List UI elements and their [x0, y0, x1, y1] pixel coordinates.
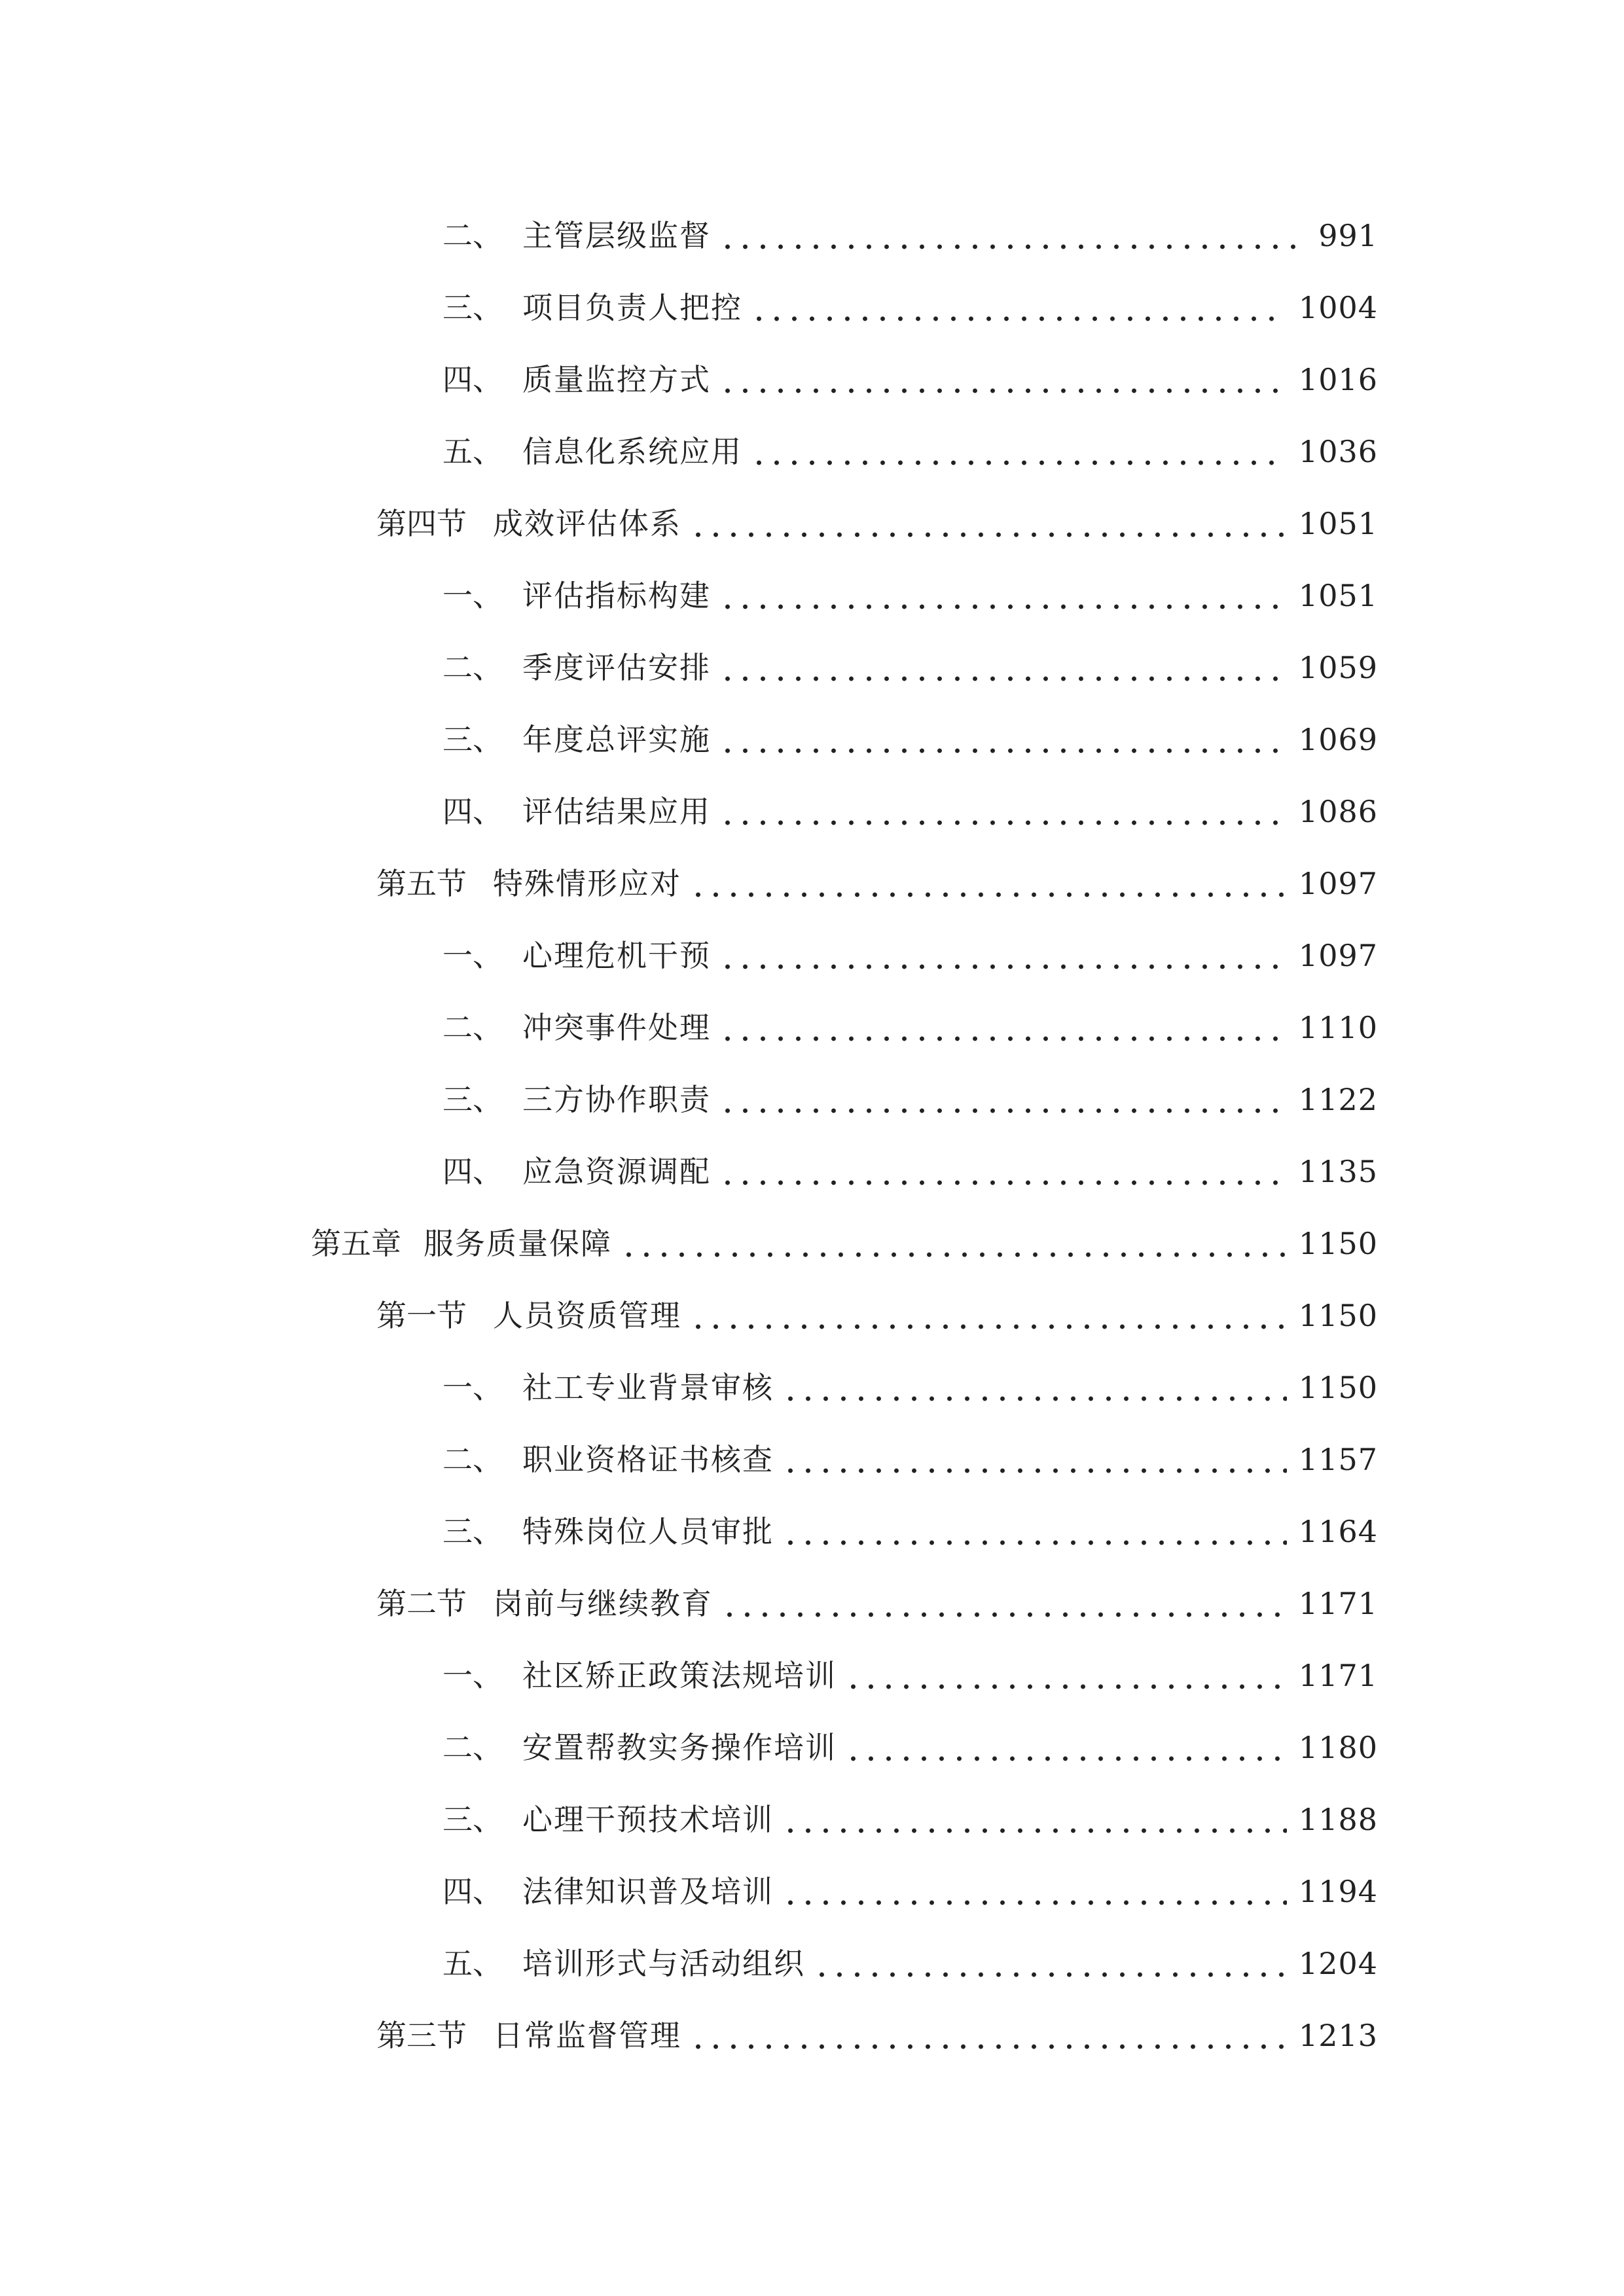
toc-entry-item[interactable]	[0, 560, 1624, 632]
toc-entry-item[interactable]	[0, 992, 1624, 1064]
toc-entry-page-number: 1204	[1298, 1946, 1378, 1981]
toc-entry-title: 评估结果应用	[522, 794, 711, 829]
dot-leader	[782, 1372, 1287, 1403]
toc-entry-title: 日常监督管理	[493, 2018, 681, 2053]
toc-entry-title: 特殊情形应对	[493, 866, 681, 901]
toc-entry-item[interactable]	[0, 1640, 1624, 1712]
toc-entry-item[interactable]	[0, 1064, 1624, 1136]
dot-leader	[620, 1229, 1287, 1259]
toc-entry-title: 人员资质管理	[493, 1298, 681, 1333]
dot-leader	[719, 581, 1287, 611]
toc-entry-page-number: 1004	[1298, 290, 1378, 325]
toc-entry-item[interactable]	[0, 1784, 1624, 1856]
toc-entry-number: 第三节	[376, 2018, 467, 2053]
toc-entry-page-number: 1188	[1298, 1802, 1378, 1837]
toc-entry-title: 心理危机干预	[522, 938, 711, 973]
table-of-contents	[0, 200, 1624, 2072]
toc-entry-item[interactable]	[0, 920, 1624, 992]
dot-leader	[689, 869, 1287, 899]
toc-entry-number: 三、	[442, 722, 503, 757]
toc-entry-item[interactable]	[0, 1496, 1624, 1568]
toc-entry-title: 应急资源调配	[522, 1154, 711, 1189]
toc-entry-number: 三、	[442, 1802, 503, 1837]
toc-entry-number: 四、	[442, 362, 503, 397]
toc-entry-page-number: 1150	[1298, 1370, 1378, 1405]
dot-leader	[689, 1300, 1287, 1331]
toc-entry-number: 一、	[442, 1658, 503, 1693]
toc-entry-section[interactable]	[0, 2000, 1624, 2072]
dot-leader	[719, 725, 1287, 755]
toc-entry-page-number: 1086	[1298, 794, 1378, 829]
toc-entry-number: 四、	[442, 1874, 503, 1909]
toc-entry-title: 冲突事件处理	[522, 1010, 711, 1045]
dot-leader	[844, 1660, 1287, 1691]
toc-entry-page-number: 1213	[1298, 2018, 1378, 2053]
toc-entry-page-number: 1051	[1298, 506, 1378, 541]
toc-entry-number: 三、	[442, 290, 503, 325]
toc-entry-page-number: 1097	[1298, 938, 1378, 973]
toc-entry-page-number: 1150	[1298, 1298, 1378, 1333]
toc-entry-title: 法律知识普及培训	[522, 1874, 774, 1909]
toc-entry-item[interactable]	[0, 200, 1624, 272]
toc-entry-section[interactable]	[0, 1280, 1624, 1352]
toc-entry-number: 三、	[442, 1082, 503, 1117]
toc-entry-item[interactable]	[0, 272, 1624, 344]
toc-entry-number: 第四节	[376, 506, 467, 541]
toc-entry-number: 四、	[442, 794, 503, 829]
dot-leader	[689, 2020, 1287, 2051]
toc-entry-page-number: 1097	[1298, 866, 1378, 901]
toc-entry-title: 信息化系统应用	[522, 434, 742, 469]
toc-entry-page-number: 1122	[1298, 1082, 1378, 1117]
dot-leader	[719, 1013, 1287, 1043]
dot-leader	[719, 1157, 1287, 1187]
toc-entry-chapter[interactable]	[0, 1208, 1624, 1280]
toc-entry-title: 成效评估体系	[493, 506, 681, 541]
toc-entry-title: 服务质量保障	[424, 1226, 612, 1261]
toc-entry-item[interactable]	[0, 632, 1624, 704]
toc-entry-item[interactable]	[0, 1856, 1624, 1928]
toc-entry-number: 一、	[442, 578, 503, 613]
toc-entry-item[interactable]	[0, 704, 1624, 776]
toc-entry-number: 四、	[442, 1154, 503, 1189]
toc-entry-title: 岗前与继续教育	[493, 1586, 713, 1621]
toc-entry-page-number: 991	[1318, 218, 1378, 253]
toc-entry-section[interactable]	[0, 1568, 1624, 1640]
toc-entry-number: 第二节	[376, 1586, 467, 1621]
dot-leader	[844, 1732, 1287, 1763]
toc-entry-title: 项目负责人把控	[522, 290, 742, 325]
dot-leader	[750, 293, 1287, 323]
toc-entry-number: 二、	[442, 1730, 503, 1765]
toc-entry-page-number: 1180	[1298, 1730, 1378, 1765]
toc-entry-title: 三方协作职责	[522, 1082, 711, 1117]
dot-leader	[719, 1085, 1287, 1115]
toc-entry-title: 主管层级监督	[522, 218, 711, 253]
toc-entry-number: 一、	[442, 938, 503, 973]
toc-entry-item[interactable]	[0, 1136, 1624, 1208]
toc-entry-page-number: 1164	[1298, 1514, 1378, 1549]
toc-entry-number: 五、	[442, 434, 503, 469]
toc-entry-item[interactable]	[0, 344, 1624, 416]
toc-entry-number: 一、	[442, 1370, 503, 1405]
toc-entry-page-number: 1150	[1298, 1226, 1378, 1261]
toc-entry-page-number: 1036	[1298, 434, 1378, 469]
toc-entry-item[interactable]	[0, 1424, 1624, 1496]
dot-leader	[719, 221, 1307, 251]
toc-entry-item[interactable]	[0, 1712, 1624, 1784]
toc-entry-number: 第五节	[376, 866, 467, 901]
toc-entry-page-number: 1016	[1298, 362, 1378, 397]
dot-leader	[719, 365, 1287, 395]
toc-entry-title: 季度评估安排	[522, 650, 711, 685]
dot-leader	[782, 1804, 1287, 1835]
dot-leader	[782, 1876, 1287, 1907]
toc-entry-item[interactable]	[0, 416, 1624, 488]
toc-entry-number: 二、	[442, 650, 503, 685]
toc-entry-title: 社工专业背景审核	[522, 1370, 774, 1405]
toc-entry-number: 第五章	[311, 1226, 401, 1261]
toc-entry-number: 二、	[442, 218, 503, 253]
toc-entry-title: 年度总评实施	[522, 722, 711, 757]
toc-entry-page-number: 1059	[1298, 650, 1378, 685]
dot-leader	[782, 1444, 1287, 1475]
toc-entry-number: 第一节	[376, 1298, 467, 1333]
toc-entry-page-number: 1135	[1298, 1154, 1378, 1189]
toc-entry-item[interactable]	[0, 1352, 1624, 1424]
toc-entry-title: 质量监控方式	[522, 362, 711, 397]
dot-leader	[782, 1516, 1287, 1547]
dot-leader	[750, 437, 1287, 467]
dot-leader	[719, 797, 1287, 827]
toc-entry-title: 评估指标构建	[522, 578, 711, 613]
toc-entry-title: 安置帮教实务操作培训	[522, 1730, 837, 1765]
toc-entry-title: 心理干预技术培训	[522, 1802, 774, 1837]
toc-entry-item[interactable]	[0, 776, 1624, 848]
toc-entry-page-number: 1157	[1298, 1442, 1378, 1477]
toc-entry-page-number: 1110	[1298, 1010, 1378, 1045]
toc-entry-page-number: 1171	[1298, 1658, 1378, 1693]
dot-leader	[721, 1588, 1287, 1619]
toc-entry-number: 三、	[442, 1514, 503, 1549]
toc-entry-page-number: 1194	[1298, 1874, 1378, 1909]
dot-leader	[813, 1948, 1287, 1979]
dot-leader	[719, 653, 1287, 683]
toc-entry-section[interactable]	[0, 488, 1624, 560]
toc-entry-page-number: 1051	[1298, 578, 1378, 613]
toc-entry-number: 五、	[442, 1946, 503, 1981]
toc-entry-page-number: 1069	[1298, 722, 1378, 757]
dot-leader	[689, 509, 1287, 539]
toc-entry-title: 培训形式与活动组织	[522, 1946, 805, 1981]
toc-entry-title: 特殊岗位人员审批	[522, 1514, 774, 1549]
dot-leader	[719, 941, 1287, 971]
toc-entry-page-number: 1171	[1298, 1586, 1378, 1621]
toc-entry-item[interactable]	[0, 1928, 1624, 2000]
toc-entry-number: 二、	[442, 1010, 503, 1045]
toc-entry-number: 二、	[442, 1442, 503, 1477]
toc-entry-title: 社区矫正政策法规培训	[522, 1658, 837, 1693]
toc-entry-title: 职业资格证书核查	[522, 1442, 774, 1477]
toc-entry-section[interactable]	[0, 848, 1624, 920]
